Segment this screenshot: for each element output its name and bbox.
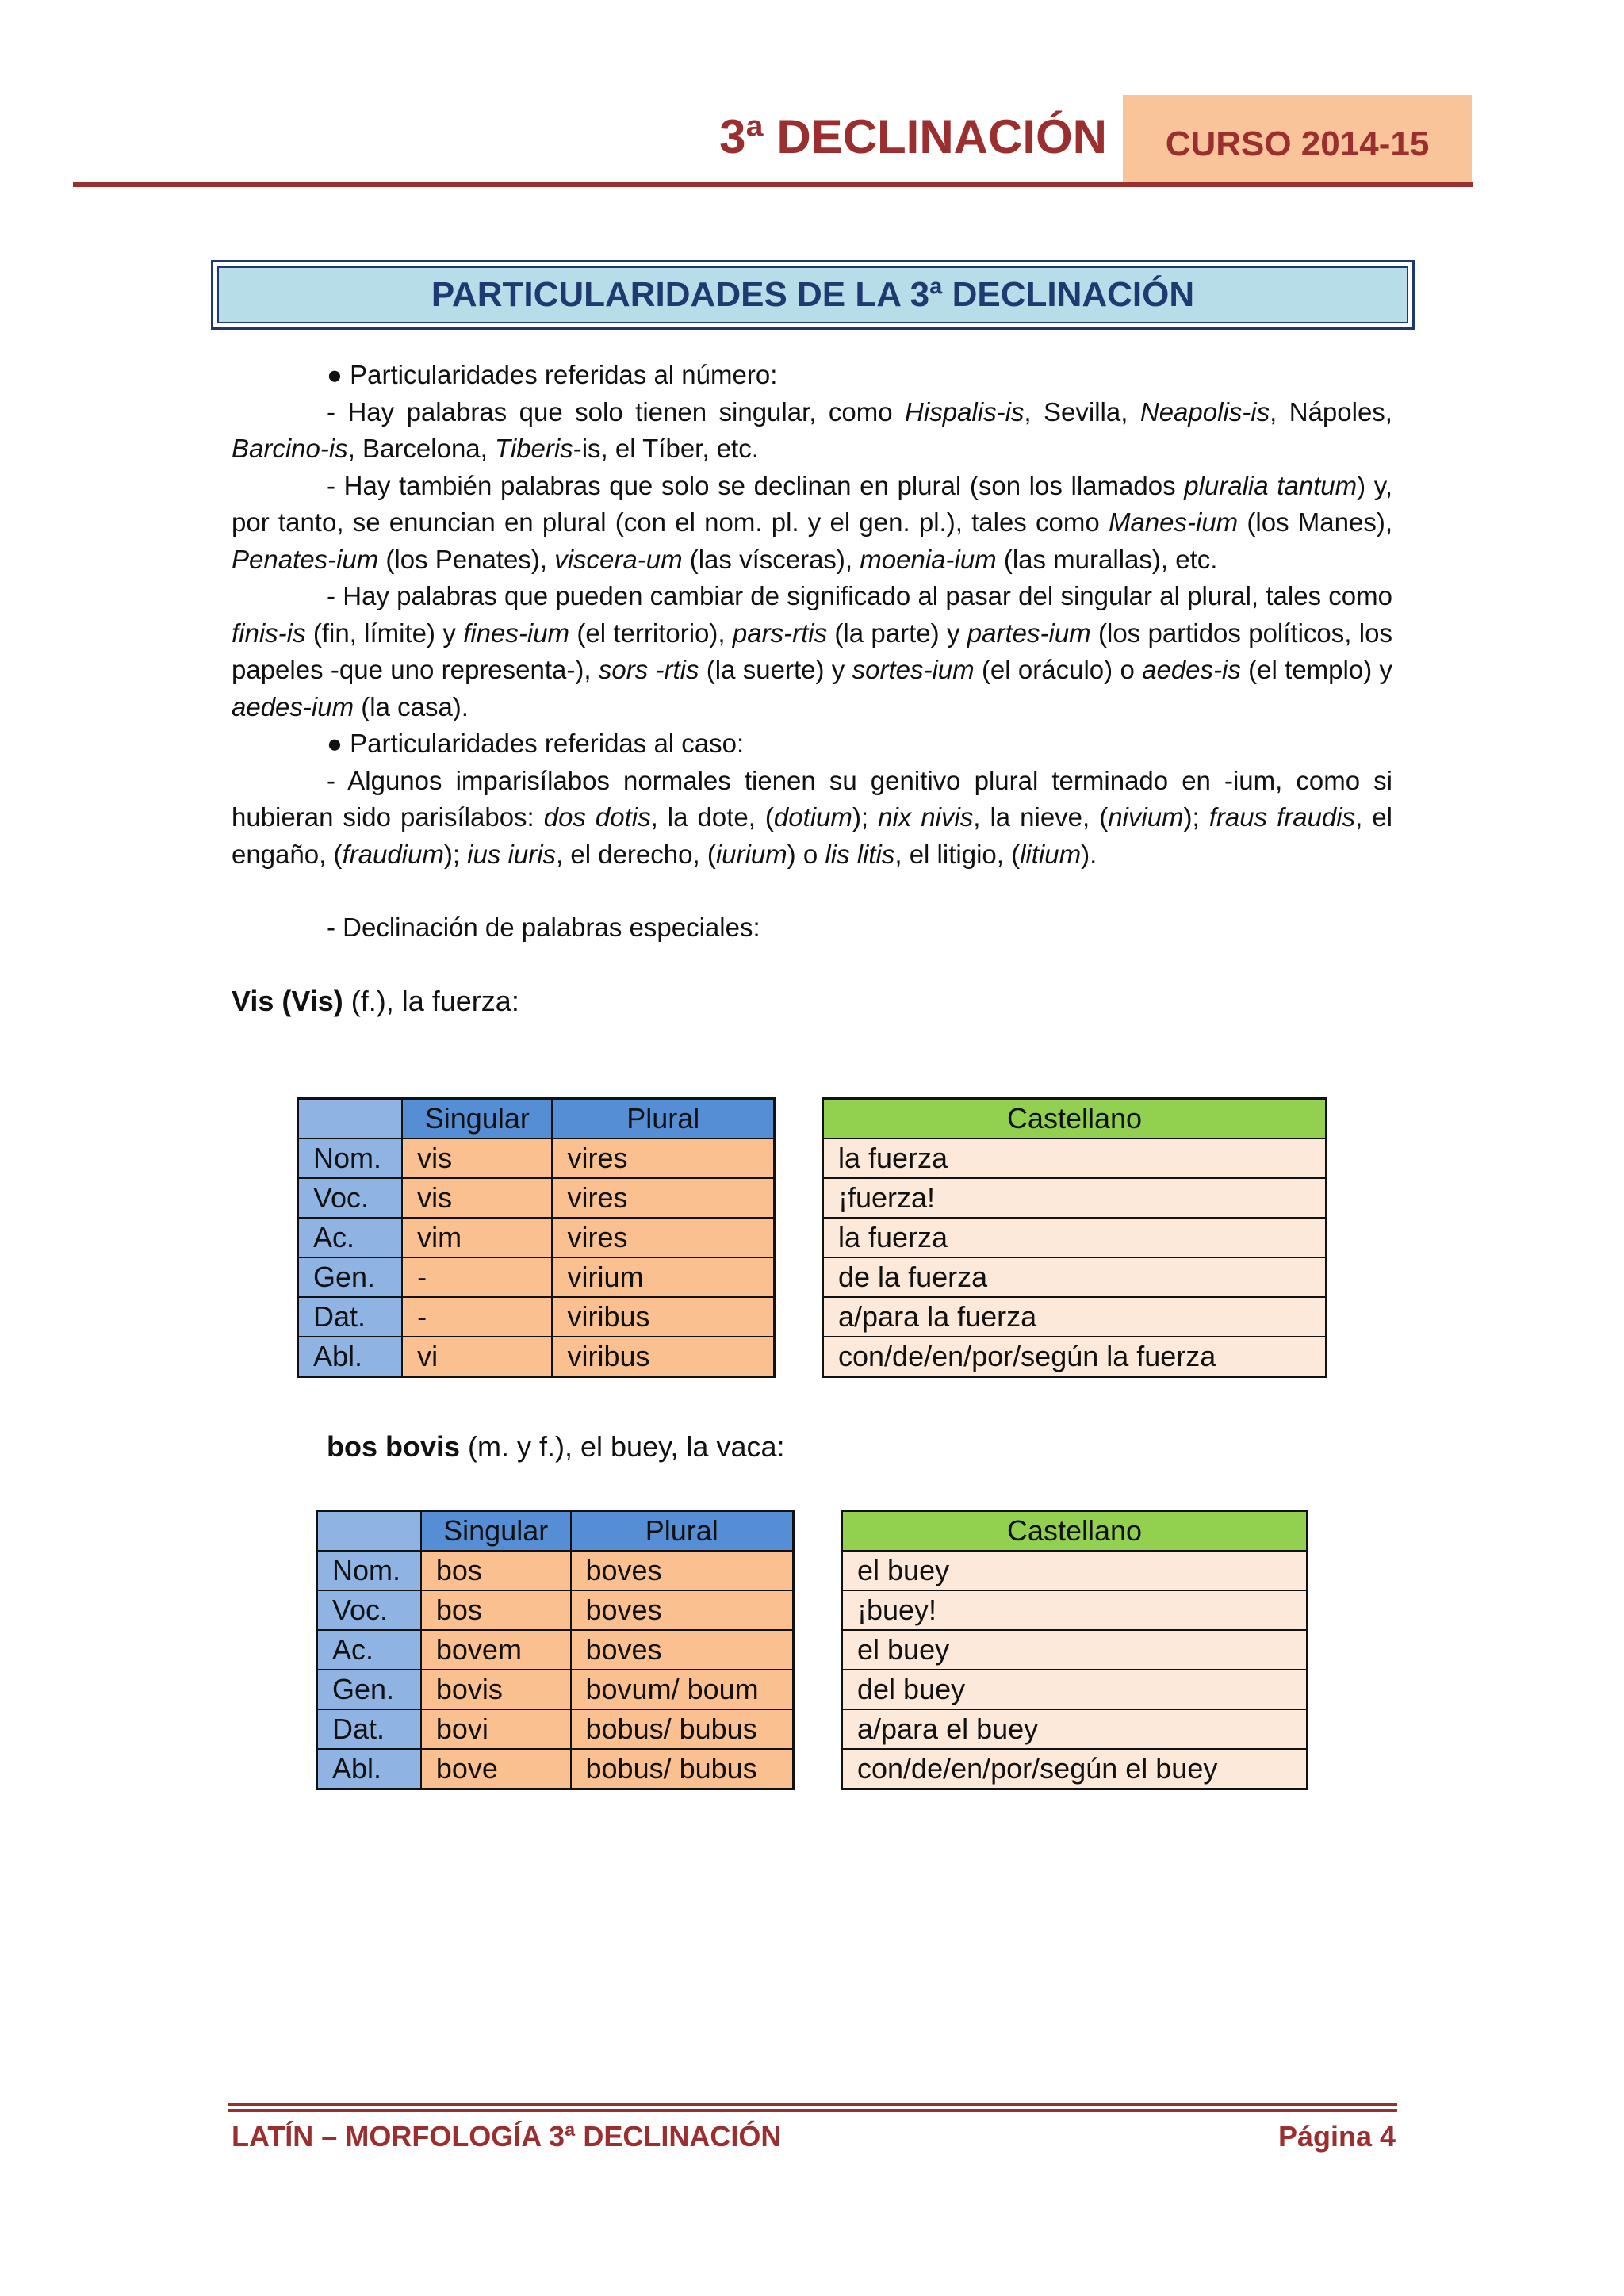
bos-plural-cell: bobus/ bubus: [571, 1749, 794, 1789]
bos-heading: [327, 1430, 785, 1464]
vis-plural-cell: virium: [552, 1257, 774, 1297]
vis-case-cell: Nom.: [298, 1138, 403, 1178]
vis-case-cell: Abl.: [298, 1337, 403, 1377]
text-run: , Nápoles,: [1270, 396, 1392, 427]
text-run: (el oráculo) o: [974, 655, 1143, 684]
text-run: (los Manes),: [1238, 507, 1392, 537]
text-run: ) o: [787, 839, 825, 869]
bos-heading-gloss: (m. y f.), el buey, la vaca:: [460, 1430, 785, 1463]
text-run: (fin, límite) y: [305, 618, 464, 648]
footer-title: LATÍN – MORFOLOGÍA 3ª DECLINACIÓN: [232, 2120, 782, 2152]
bos-singular-cell: bos: [421, 1551, 571, 1590]
bos-heading-word: bos bovis: [327, 1430, 461, 1463]
vis-row: [298, 1297, 775, 1337]
vis-singular-cell: vi: [402, 1337, 552, 1377]
text-run: pars-rtis: [732, 618, 828, 648]
text-run: fraus fraudis: [1208, 802, 1356, 832]
bos-row: [317, 1670, 794, 1709]
text-run: (los partidos políticos, los papeles -que uno representa-),: [232, 618, 1392, 684]
vis-castellano-row: [823, 1138, 1327, 1178]
vis-castellano-row: [823, 1257, 1327, 1297]
bos-case-cell: Dat.: [317, 1709, 421, 1749]
bos-castellano-row: [842, 1630, 1308, 1670]
text-run: , la dote, (: [650, 802, 774, 832]
bos-castellano-cell: ¡buey!: [842, 1590, 1308, 1630]
paragraph-special-words: - Declinación de palabras especiales:: [327, 913, 760, 942]
vis-plural-cell: viribus: [552, 1337, 774, 1377]
bos-castellano-cell: a/para el buey: [842, 1709, 1308, 1749]
text-run: );: [443, 839, 468, 869]
text-run: - Algunos imparisílabos normales tienen su genitivo plural terminado en -ium, como si hubieran sido parisílabos:: [232, 765, 1392, 832]
bos-castellano-table: [841, 1510, 1308, 1790]
header-rule: [73, 182, 1473, 187]
bos-castellano-cell: del buey: [842, 1670, 1308, 1709]
text-run: ).: [1081, 839, 1097, 869]
vis-heading-word: Vis (Vis): [232, 984, 343, 1017]
vis-castellano-cell: de la fuerza: [823, 1257, 1327, 1297]
vis-row: [298, 1337, 775, 1377]
text-run: , la nieve, (: [973, 802, 1109, 832]
vis-castellano-cell: la fuerza: [823, 1138, 1327, 1178]
text-run: dotium: [773, 802, 852, 832]
bos-case-cell: Nom.: [317, 1551, 421, 1590]
bos-case-cell: Abl.: [317, 1749, 421, 1789]
bos-row: [317, 1551, 794, 1590]
text-run: , Sevilla,: [1024, 396, 1140, 427]
vis-case-cell: Ac.: [298, 1218, 403, 1257]
bos-plural-cell: boves: [571, 1551, 794, 1590]
header-course-badge: CURSO 2014-15: [1123, 95, 1472, 182]
vis-singular-cell: -: [402, 1257, 552, 1297]
text-run: , el derecho, (: [556, 839, 716, 869]
bos-castellano-row: [842, 1551, 1308, 1590]
text-run: );: [1183, 802, 1209, 832]
text-run: sors -rtis: [598, 655, 699, 684]
text-run: (la suerte) y: [699, 655, 852, 684]
text-run: - Hay palabras que pueden cambiar de significado al pasar del singular al plural, tales como: [327, 581, 1392, 610]
bos-declension-table: [316, 1510, 795, 1790]
vis-row: [298, 1138, 775, 1178]
vis-case-cell: Dat.: [298, 1297, 403, 1337]
bos-case-cell: Ac.: [317, 1630, 421, 1670]
bos-singular-cell: bove: [421, 1749, 571, 1789]
bos-case-cell: Voc.: [317, 1590, 421, 1630]
paragraph-meaning-change: [232, 578, 1392, 725]
bos-col-plural: Plural: [571, 1511, 794, 1552]
bos-castellano-row: [842, 1590, 1308, 1630]
text-run: ) y, por tanto, se enuncian en plural (con el nom. pl. y el gen. pl.), tales como: [232, 470, 1392, 537]
vis-singular-cell: vis: [402, 1138, 552, 1178]
text-run: fines-ium: [463, 618, 570, 648]
bos-plural-cell: bovum/ boum: [571, 1670, 794, 1709]
vis-col-singular: Singular: [402, 1099, 552, 1139]
vis-castellano-cell: la fuerza: [823, 1218, 1327, 1257]
vis-row: [298, 1178, 775, 1218]
text-run: aedes-ium: [232, 691, 354, 721]
bos-row: [317, 1709, 794, 1749]
text-run: finis-is: [232, 618, 306, 648]
bos-row: [317, 1749, 794, 1789]
vis-castellano-row: [823, 1218, 1327, 1257]
text-run: (el templo) y: [1240, 655, 1392, 684]
text-run: (el territorio),: [569, 618, 733, 648]
bos-plural-cell: boves: [571, 1630, 794, 1670]
footer-rule-bottom: [228, 2109, 1397, 2112]
vis-castellano-row: [823, 1337, 1327, 1377]
text-run: (las murallas), etc.: [996, 544, 1218, 574]
vis-castellano-cell: ¡fuerza!: [823, 1178, 1327, 1218]
bos-castellano-cell: el buey: [842, 1630, 1308, 1670]
text-run: dos dotis: [543, 802, 651, 832]
text-run: iurium: [715, 839, 787, 869]
text-run: , Barcelona,: [347, 434, 495, 463]
bos-singular-cell: bovis: [421, 1670, 571, 1709]
section-title: PARTICULARIDADES DE LA 3ª DECLINACIÓN: [217, 266, 1408, 323]
bos-case-cell: Gen.: [317, 1670, 421, 1709]
vis-declension-table: [297, 1097, 776, 1378]
vis-heading-gloss: (f.), la fuerza:: [343, 984, 519, 1017]
vis-case-cell: Gen.: [298, 1257, 403, 1297]
text-run: (la casa).: [354, 691, 469, 721]
text-run: );: [852, 802, 879, 832]
vis-case-cell: Voc.: [298, 1178, 403, 1218]
bos-plural-cell: boves: [571, 1590, 794, 1630]
text-run: nivium: [1108, 802, 1184, 832]
vis-plural-cell: vires: [552, 1218, 774, 1257]
text-run: Manes-ium: [1108, 507, 1239, 537]
vis-row: [298, 1257, 775, 1297]
text-run: fraudium: [342, 839, 444, 869]
text-run: litium: [1020, 839, 1082, 869]
bos-castellano-row: [842, 1670, 1308, 1709]
vis-castellano-cell: a/para la fuerza: [823, 1297, 1327, 1337]
bos-plural-cell: bobus/ bubus: [571, 1709, 794, 1749]
vis-singular-cell: vis: [402, 1178, 552, 1218]
text-run: Barcino-is: [232, 434, 348, 463]
text-run: aedes-is: [1142, 655, 1241, 684]
vis-castellano-row: [823, 1178, 1327, 1218]
vis-heading: [232, 983, 1392, 1020]
paragraph-singular-only: [232, 394, 1392, 468]
text-run: pluralia tantum: [1184, 470, 1358, 500]
paragraph-number-heading: ● Particularidades referidas al número:: [327, 360, 778, 389]
paragraph-genitive-ium: [232, 763, 1392, 874]
text-run: -is, el Tíber, etc.: [573, 434, 759, 463]
vis-plural-cell: viribus: [552, 1297, 774, 1337]
text-run: nix nivis: [878, 802, 974, 832]
text-run: Hispalis-is: [905, 396, 1025, 427]
bos-castellano-cell: con/de/en/por/según el buey: [842, 1749, 1308, 1789]
header-title: 3ª DECLINACIÓN: [719, 110, 1107, 163]
text-run: Neapolis-is: [1139, 396, 1270, 427]
text-run: Tiberis: [495, 434, 573, 463]
bos-row: [317, 1630, 794, 1670]
bos-col-singular: Singular: [421, 1511, 571, 1552]
bos-col-castellano: Castellano: [842, 1511, 1308, 1552]
footer-rule-top: [228, 2103, 1397, 2106]
bos-corner-cell: [317, 1511, 421, 1552]
bos-castellano-row: [842, 1709, 1308, 1749]
text-run: - Hay también palabras que solo se declinan en plural (son los llamados: [327, 470, 1185, 500]
bos-row: [317, 1590, 794, 1630]
vis-corner-cell: [298, 1099, 403, 1139]
vis-castellano-row: [823, 1297, 1327, 1337]
text-run: lis litis: [825, 839, 895, 869]
footer-page-number: Página 4: [1277, 2120, 1396, 2152]
vis-col-castellano: Castellano: [823, 1099, 1327, 1139]
text-run: partes-ium: [967, 618, 1091, 648]
bos-singular-cell: bovi: [421, 1709, 571, 1749]
paragraph-pluralia-tantum: [232, 468, 1392, 579]
bos-castellano-cell: el buey: [842, 1551, 1308, 1590]
text-run: sortes-ium: [852, 655, 975, 684]
text-run: viscera-um: [554, 544, 683, 574]
body-text: [232, 357, 1392, 1020]
vis-plural-cell: vires: [552, 1138, 774, 1178]
text-run: (la parte) y: [827, 618, 967, 648]
vis-plural-cell: vires: [552, 1178, 774, 1218]
bos-castellano-row: [842, 1749, 1308, 1789]
text-run: ius iuris: [467, 839, 557, 869]
text-run: - Hay palabras que solo tienen singular, como: [327, 396, 906, 427]
vis-castellano-table: [822, 1097, 1327, 1378]
text-run: moenia-ium: [860, 544, 997, 574]
bos-singular-cell: bovem: [421, 1630, 571, 1670]
paragraph-case-heading: ● Particularidades referidas al caso:: [327, 729, 745, 758]
text-run: , el engaño, (: [232, 802, 1392, 869]
vis-col-plural: Plural: [552, 1099, 774, 1139]
text-run: (los Penates),: [378, 544, 555, 574]
vis-singular-cell: -: [402, 1297, 552, 1337]
vis-singular-cell: vim: [402, 1218, 552, 1257]
text-run: (las vísceras),: [682, 544, 860, 574]
bos-singular-cell: bos: [421, 1590, 571, 1630]
vis-castellano-cell: con/de/en/por/según la fuerza: [823, 1337, 1327, 1377]
text-run: Penates-ium: [232, 544, 379, 574]
section-title-box: [211, 260, 1415, 330]
text-run: , el litigio, (: [894, 839, 1021, 869]
vis-row: [298, 1218, 775, 1257]
